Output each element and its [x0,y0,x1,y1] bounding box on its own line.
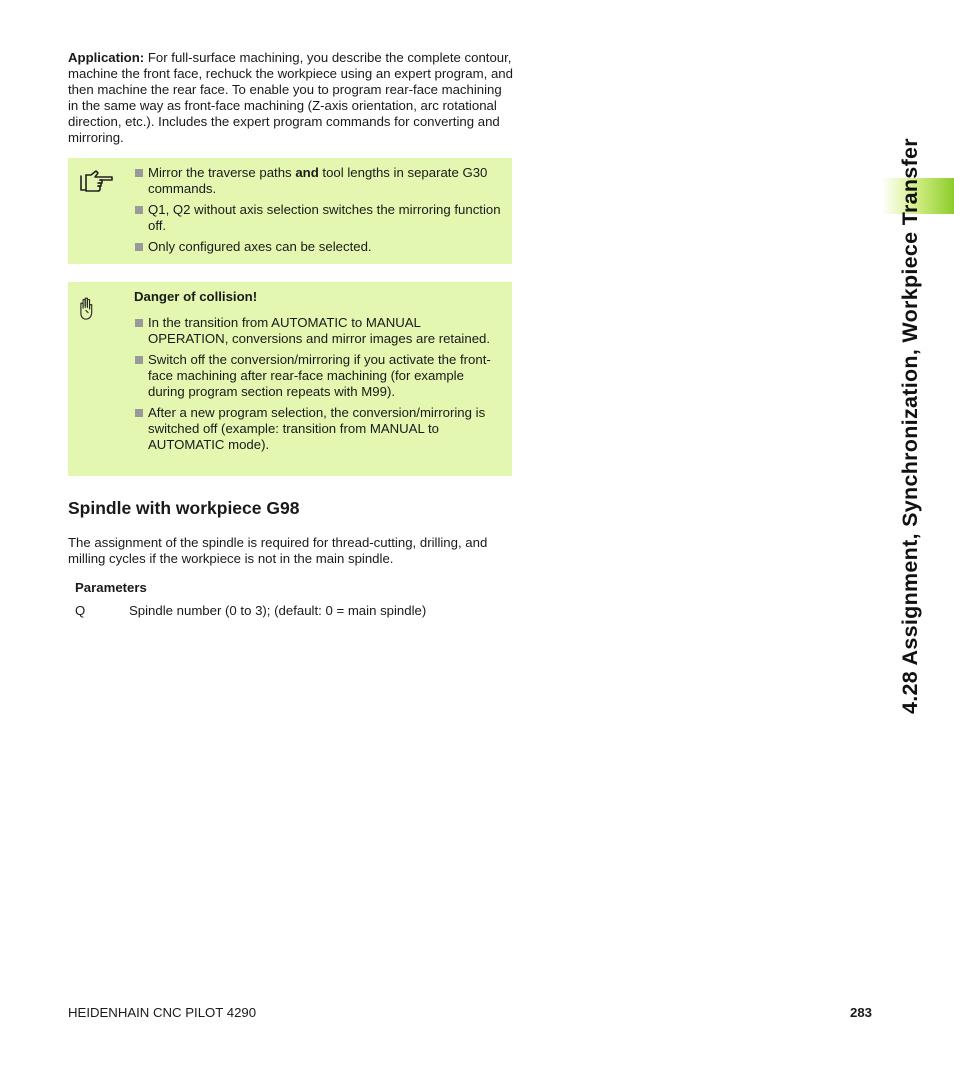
note-box [68,158,512,264]
footer-manual-title: HEIDENHAIN CNC PILOT 4290 [68,1005,257,1020]
bullet-square [135,356,143,364]
parameter-key: Q [75,603,86,618]
danger-bullet [134,352,502,400]
raised-hand-icon [78,291,104,327]
intro-label: Application: [68,50,145,65]
note-bullet-text: Q1, Q2 without axis selection switches the mirroring function off. [148,202,501,233]
page-number: 283 [849,1005,872,1020]
note-bullet-text: Only configured axes can be selected. [148,239,372,254]
danger-bullet [134,405,502,453]
danger-content [134,289,502,458]
danger-bullet [134,315,502,347]
note-bullet [134,239,502,255]
danger-bullet-text: Switch off the conversion/mirroring if you activate the front-face machining after rear-face machining (for example during program section repeats with M99). [148,352,491,399]
bullet-square [135,169,143,177]
intro-text: For full-surface machining, you describe the complete contour, machine the front face, rechuck the workpiece using an expert program, and then machine the rear face. To enable you to program rear-face machining in the same way as front-face machining (Z-axis orientation, arc rotational direction, etc.). Includes the expert program commands for converting and mirroring. [68,50,513,145]
note-bullet-text-before: Mirror the traverse paths [148,165,296,180]
bullet-square [135,319,143,327]
intro-paragraph [68,50,513,146]
pointing-hand-icon [78,166,114,198]
danger-bullet-text: After a new program selection, the conversion/mirroring is switched off (example: transition from MANUAL to AUTOMATIC mode). [148,405,486,452]
section-description: The assignment of the spindle is required for thread-cutting, drilling, and milling cycles if the workpiece is not in the main spindle. [68,535,488,566]
note-bullet [134,202,502,234]
chapter-side-title-text: 4.28 Assignment, Synchronization, Workpiece Transfer [898,138,922,714]
note-bullet-text-after: tool lengths in separate G30 commands. [148,165,488,196]
note-bullet-text-bold: and [295,165,319,180]
chapter-side-title [893,50,929,714]
section-title: Spindle with workpiece G98 [68,498,300,518]
bullet-square [135,243,143,251]
note-bullet [134,165,502,197]
danger-box [68,282,512,476]
bullet-square [135,409,143,417]
bullet-square [135,206,143,214]
note-content [134,165,502,260]
parameters-heading: Parameters [75,580,147,595]
danger-heading: Danger of collision! [134,289,258,304]
danger-bullet-text: In the transition from AUTOMATIC to MANUAL OPERATION, conversions and mirror images are retained. [148,315,491,346]
parameter-description: Spindle number (0 to 3); (default: 0 = main spindle) [129,603,427,618]
